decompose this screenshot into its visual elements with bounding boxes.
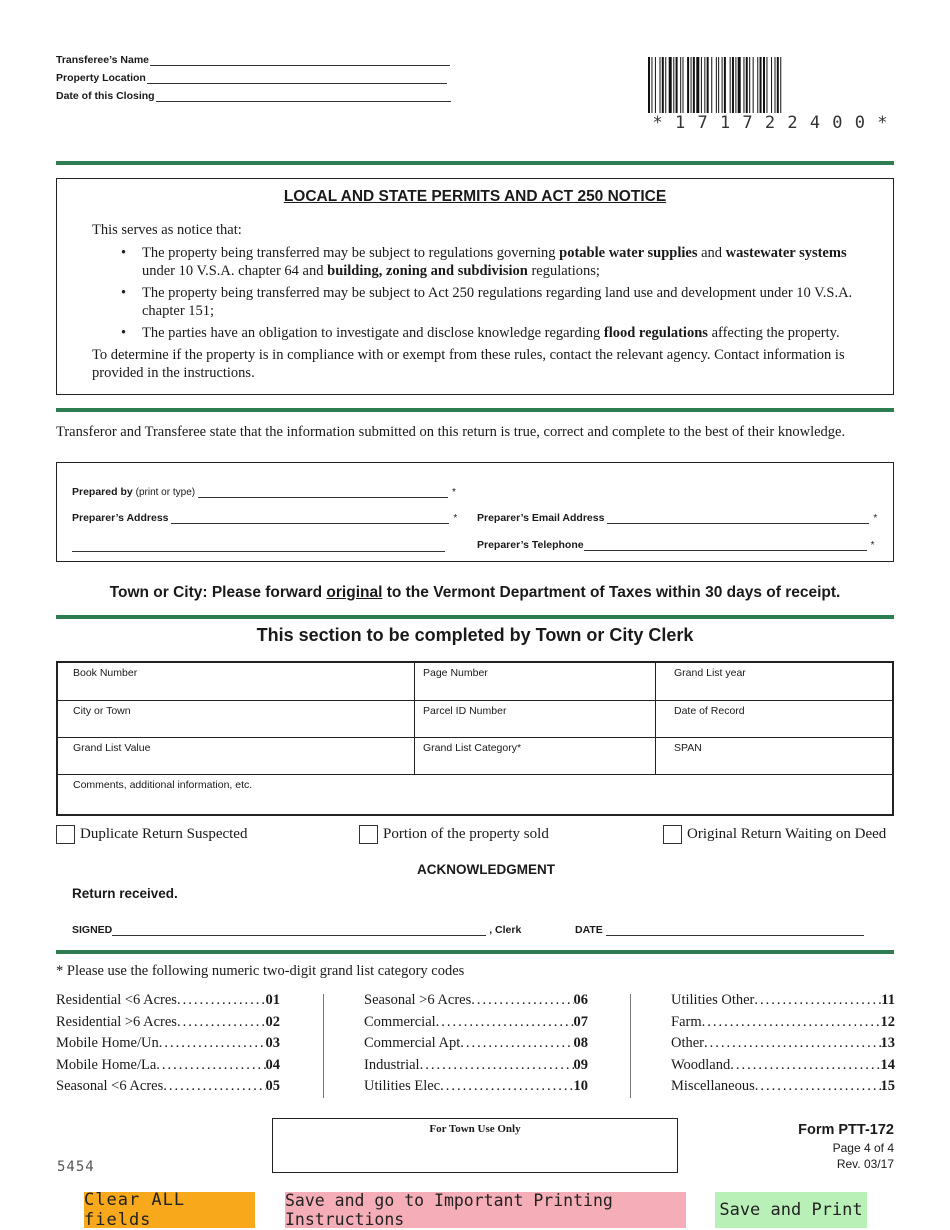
notice-bullet-flood: • The parties have an obligation to investigate and disclose knowledge regarding flood regulations affecting the property. <box>92 324 873 342</box>
checkbox-box[interactable] <box>663 825 682 844</box>
code-row: Residential >6 Acres ..... 02 <box>56 1012 280 1034</box>
code-row: Commercial Apt ..... 08 <box>364 1033 588 1055</box>
barcode-bar <box>757 57 758 113</box>
town-use-label: For Town Use Only <box>429 1123 521 1135</box>
barcode-bar <box>730 57 731 113</box>
parcel-id-cell[interactable]: Parcel ID Number <box>415 701 656 738</box>
barcode-bar <box>680 57 681 113</box>
save-instructions-button[interactable]: Save and go to Important Printing Instructions <box>285 1192 686 1228</box>
preparer-address-line2[interactable] <box>72 540 445 552</box>
barcode-bar <box>780 57 781 113</box>
barcode-bar <box>771 57 772 113</box>
property-location-label: Property Location <box>56 72 146 84</box>
barcode-bar <box>724 57 726 113</box>
preparer-address-line2-field[interactable] <box>72 540 445 552</box>
book-number-cell[interactable]: Book Number <box>58 663 415 701</box>
preparer-address-label: Preparer’s Address <box>72 512 169 524</box>
page-number: Page 4 of 4 <box>832 1141 894 1155</box>
barcode-bar <box>743 57 744 113</box>
barcode-bar <box>732 57 734 113</box>
barcode-bar <box>749 57 750 113</box>
return-received: Return received. <box>72 886 178 901</box>
barcode-bar <box>746 57 748 113</box>
barcode-bar <box>722 57 723 113</box>
barcode-bar <box>665 57 666 113</box>
clerk-table <box>56 661 894 816</box>
barcode-bar <box>775 57 776 113</box>
barcode-bar <box>718 57 719 113</box>
codes-column-3 <box>671 990 895 1098</box>
barcode-bar <box>691 57 692 113</box>
checkbox-box[interactable] <box>359 825 378 844</box>
category-codes-note: * Please use the following numeric two-digit grand list category codes <box>56 963 465 979</box>
barcode-bar <box>662 57 664 113</box>
section-divider <box>56 950 894 954</box>
barcode-bar <box>766 57 767 113</box>
city-town-cell[interactable]: City or Town <box>58 701 415 738</box>
notice-title: LOCAL AND STATE PERMITS AND ACT 250 NOTICE <box>283 188 667 205</box>
barcode-bar <box>648 57 650 113</box>
codes-column-2 <box>364 990 588 1098</box>
barcode-bar <box>683 57 684 113</box>
form-code: 5454 <box>57 1159 95 1175</box>
barcode-bar <box>655 57 656 113</box>
clear-all-button[interactable]: Clear ALL fields <box>84 1192 255 1228</box>
codes-column-1 <box>56 990 280 1098</box>
barcode-bar <box>753 57 754 113</box>
code-row: Residential <6 Acres ..... 01 <box>56 990 280 1012</box>
code-row: Utilities Elec ..... 10 <box>364 1076 588 1098</box>
grand-list-year-cell[interactable]: Grand List year <box>656 663 892 701</box>
code-row: Seasonal >6 Acres ..... 06 <box>364 990 588 1012</box>
codes-divider <box>323 994 324 1098</box>
ack-date-line[interactable] <box>606 924 864 936</box>
comments-cell[interactable]: Comments, additional information, etc. <box>73 779 253 791</box>
barcode-bar <box>701 57 702 113</box>
notice-body <box>92 221 873 382</box>
checkbox-box[interactable] <box>56 825 75 844</box>
ack-date-field[interactable] <box>575 924 864 936</box>
code-row: Mobile Home/La ..... 04 <box>56 1055 280 1077</box>
grand-list-category-cell[interactable]: Grand List Category* <box>415 738 656 775</box>
notice-bullet-water: • The property being transferred may be subject to regulations governing potable water supplies and wastewater systems under 10 V.S.A. chapter 64 and building, zoning and subdivision regulations; <box>92 244 873 280</box>
preparer-address-field[interactable]: Preparer’s Address * <box>72 512 458 524</box>
acknowledgment-title: ACKNOWLEDGMENT <box>417 862 555 877</box>
closing-date-line[interactable] <box>156 91 451 102</box>
code-row: Miscellaneous ..... 15 <box>671 1076 895 1098</box>
barcode-bar <box>676 57 678 113</box>
code-row: Commercial ..... 07 <box>364 1012 588 1034</box>
barcode-bar <box>687 57 689 113</box>
barcode-bar <box>763 57 765 113</box>
preparer-phone-label: Preparer’s Telephone <box>477 539 584 551</box>
notice-closing: To determine if the property is in compliance with or exempt from these rules, contact the relevant agency. Contact information is provided in the instructions. <box>92 347 845 381</box>
transferee-name-label: Transferee’s Name <box>56 54 149 66</box>
barcode-bar <box>651 57 652 113</box>
span-cell[interactable]: SPAN <box>656 738 892 775</box>
barcode <box>648 57 893 113</box>
revision: Rev. 03/17 <box>836 1157 894 1171</box>
prepared-by-hint: (print or type) <box>135 487 196 498</box>
section-divider <box>56 615 894 619</box>
barcode-bar <box>693 57 695 113</box>
prepared-by-line[interactable] <box>198 486 448 498</box>
barcode-bar <box>738 57 741 113</box>
barcode-bar <box>735 57 736 113</box>
notice-intro: This serves as notice that: <box>92 222 242 238</box>
grand-list-value-cell[interactable]: Grand List Value <box>58 738 415 775</box>
closing-date-field[interactable] <box>56 90 451 102</box>
code-row: Seasonal <6 Acres ..... 05 <box>56 1076 280 1098</box>
barcode-text: * 1 7 1 7 2 2 4 0 0 * <box>652 113 889 133</box>
closing-date-label: Date of this Closing <box>56 90 155 102</box>
preparer-phone-field[interactable]: Preparer’s Telephone * <box>477 539 875 551</box>
portion-sold-checkbox[interactable]: Portion of the property sold <box>359 825 549 844</box>
original-waiting-checkbox[interactable]: Original Return Waiting on Deed <box>663 825 886 844</box>
prepared-by-label: Prepared by <box>72 486 133 498</box>
barcode-bar <box>707 57 709 113</box>
barcode-bar <box>673 57 674 113</box>
transferee-name-field[interactable] <box>56 54 450 66</box>
code-row: Utilities Other ..... 11 <box>671 990 895 1012</box>
code-row: Mobile Home/Un ..... 03 <box>56 1033 280 1055</box>
barcode-bar <box>669 57 672 113</box>
preparer-phone-line[interactable] <box>584 539 867 551</box>
barcode-bar <box>660 57 661 113</box>
town-use-box[interactable] <box>272 1118 678 1173</box>
form-info <box>798 1122 894 1171</box>
date-of-record-cell[interactable]: Date of Record <box>656 701 892 738</box>
save-print-button[interactable]: Save and Print <box>715 1192 867 1228</box>
section-divider <box>56 161 894 165</box>
prepared-by-field[interactable]: Prepared by (print or type) * <box>72 486 456 498</box>
preparer-email-line[interactable] <box>607 512 869 524</box>
barcode-bar <box>696 57 699 113</box>
barcode-bar <box>777 57 779 113</box>
code-row: Farm ..... 12 <box>671 1012 895 1034</box>
property-location-line[interactable] <box>147 73 447 84</box>
transferee-name-line[interactable] <box>150 55 450 66</box>
code-row: Industrial ..... 09 <box>364 1055 588 1077</box>
barcode-bar <box>760 57 762 113</box>
barcode-bar <box>711 57 712 113</box>
ack-date-label: DATE <box>575 924 603 936</box>
code-row: Woodland ..... 14 <box>671 1055 895 1077</box>
preparer-email-field[interactable]: Preparer’s Email Address * <box>477 512 878 524</box>
clerk-section-title: This section to be completed by Town or City Clerk <box>256 625 694 645</box>
preparer-email-label: Preparer’s Email Address <box>477 512 605 524</box>
signed-field[interactable] <box>72 924 521 936</box>
property-location-field[interactable] <box>56 72 447 84</box>
forward-notice: Town or City: Please forward original to the Vermont Department of Taxes within 30 days of receipt. <box>109 584 841 601</box>
form-id: Form PTT-172 <box>798 1122 894 1138</box>
codes-divider <box>630 994 631 1098</box>
notice-bullet-act250: • The property being transferred may be subject to Act 250 regulations regarding land use and development under 10 V.S.A. chapter 151; <box>92 284 873 320</box>
section-divider <box>56 408 894 412</box>
duplicate-return-checkbox[interactable]: Duplicate Return Suspected <box>56 825 247 844</box>
barcode-bar <box>716 57 717 113</box>
preparer-address-line[interactable] <box>171 512 449 524</box>
notice-box <box>56 178 894 395</box>
certification-statement: Transferor and Transferee state that the information submitted on this return is true, correct and complete to the best of their knowledge. <box>56 424 846 440</box>
page-number-cell[interactable]: Page Number <box>415 663 656 701</box>
signed-line[interactable] <box>112 924 486 936</box>
clerk-label: , Clerk <box>489 924 522 936</box>
code-row: Other ..... 13 <box>671 1033 895 1055</box>
barcode-bar <box>704 57 705 113</box>
signed-label: SIGNED <box>72 924 113 936</box>
